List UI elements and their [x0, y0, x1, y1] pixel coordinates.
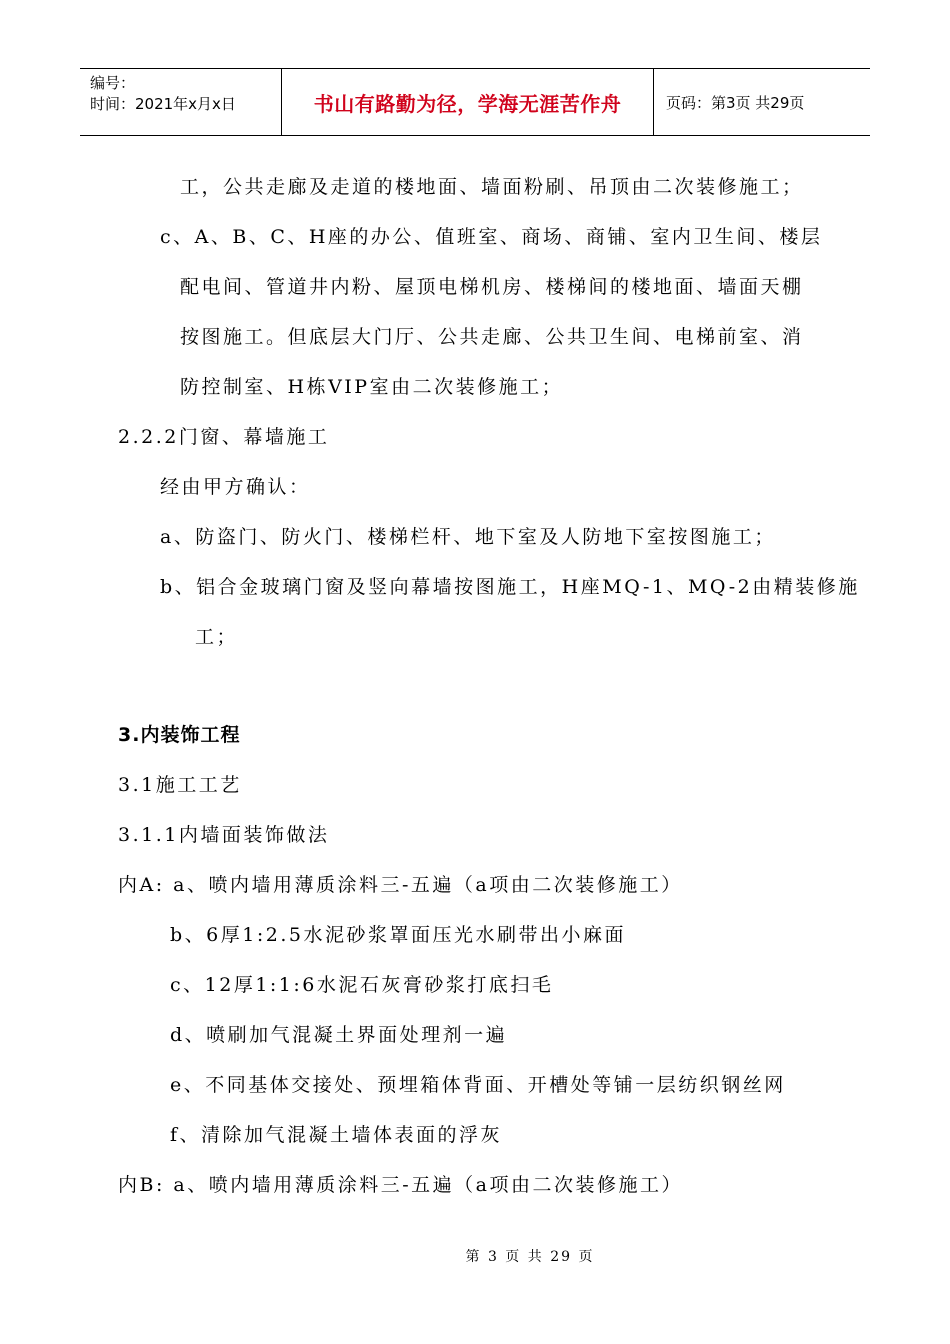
list-item-a: a、防盗门、防火门、楼梯栏杆、地下室及人防地下室按图施工；	[160, 526, 776, 548]
paragraph-line: 按图施工。但底层大门厅、公共走廊、公共卫生间、电梯前室、消	[180, 326, 804, 348]
page-footer: 第 3 页 共 29 页	[465, 1249, 595, 1265]
page-header	[80, 68, 870, 136]
spec-nei-a: 内A: a、喷内墙用薄质涂料三-五遍（a项由二次装修施工）	[118, 874, 683, 896]
header-page-info: 页码：第3页 共29页	[666, 93, 805, 112]
date-label: 时间：2021年x月x日	[90, 95, 236, 113]
section-heading-3-1-1: 3.1.1内墙面装饰做法	[118, 824, 330, 846]
list-item-b: b、铝合金玻璃门窗及竖向幕墙按图施工，H座MQ-1、MQ-2由精装修施	[160, 576, 860, 598]
paragraph-line: 配电间、管道井内粉、屋顶电梯机房、楼梯间的楼地面、墙面天棚	[180, 276, 804, 298]
section-heading-3: 3.内装饰工程	[118, 724, 241, 746]
spec-item-f: f、清除加气混凝土墙体表面的浮灰	[170, 1124, 503, 1146]
paragraph-line: 防控制室、H栋VIP室由二次装修施工；	[180, 376, 564, 398]
spec-item-e: e、不同基体交接处、预埋箱体背面、开槽处等铺一层纺织钢丝网	[170, 1074, 786, 1096]
paragraph-line: 工，公共走廊及走道的楼地面、墙面粉刷、吊顶由二次装修施工；	[180, 176, 804, 198]
paragraph-line: 经由甲方确认：	[160, 476, 311, 498]
section-heading-3-1: 3.1施工工艺	[118, 774, 242, 796]
paragraph-line: 工；	[195, 626, 239, 648]
list-item-c: c、A、B、C、H座的办公、值班室、商场、商铺、室内卫生间、楼层	[160, 226, 823, 248]
section-heading-2-2-2: 2.2.2门窗、幕墙施工	[118, 426, 330, 448]
spec-nei-b: 内B: a、喷内墙用薄质涂料三-五遍（a项由二次装修施工）	[118, 1174, 683, 1196]
header-meta	[80, 69, 282, 135]
spec-item-b: b、6厚1:2.5水泥砂浆罩面压光水刷带出小麻面	[170, 924, 626, 946]
spec-item-d: d、喷刷加气混凝土界面处理剂一遍	[170, 1024, 508, 1046]
spec-item-c: c、12厚1:1:6水泥石灰膏砂浆打底扫毛	[170, 974, 554, 996]
number-label: 编号：	[90, 74, 136, 92]
header-slogan: 书山有路勤为径，学海无涯苦作舟	[282, 69, 654, 135]
